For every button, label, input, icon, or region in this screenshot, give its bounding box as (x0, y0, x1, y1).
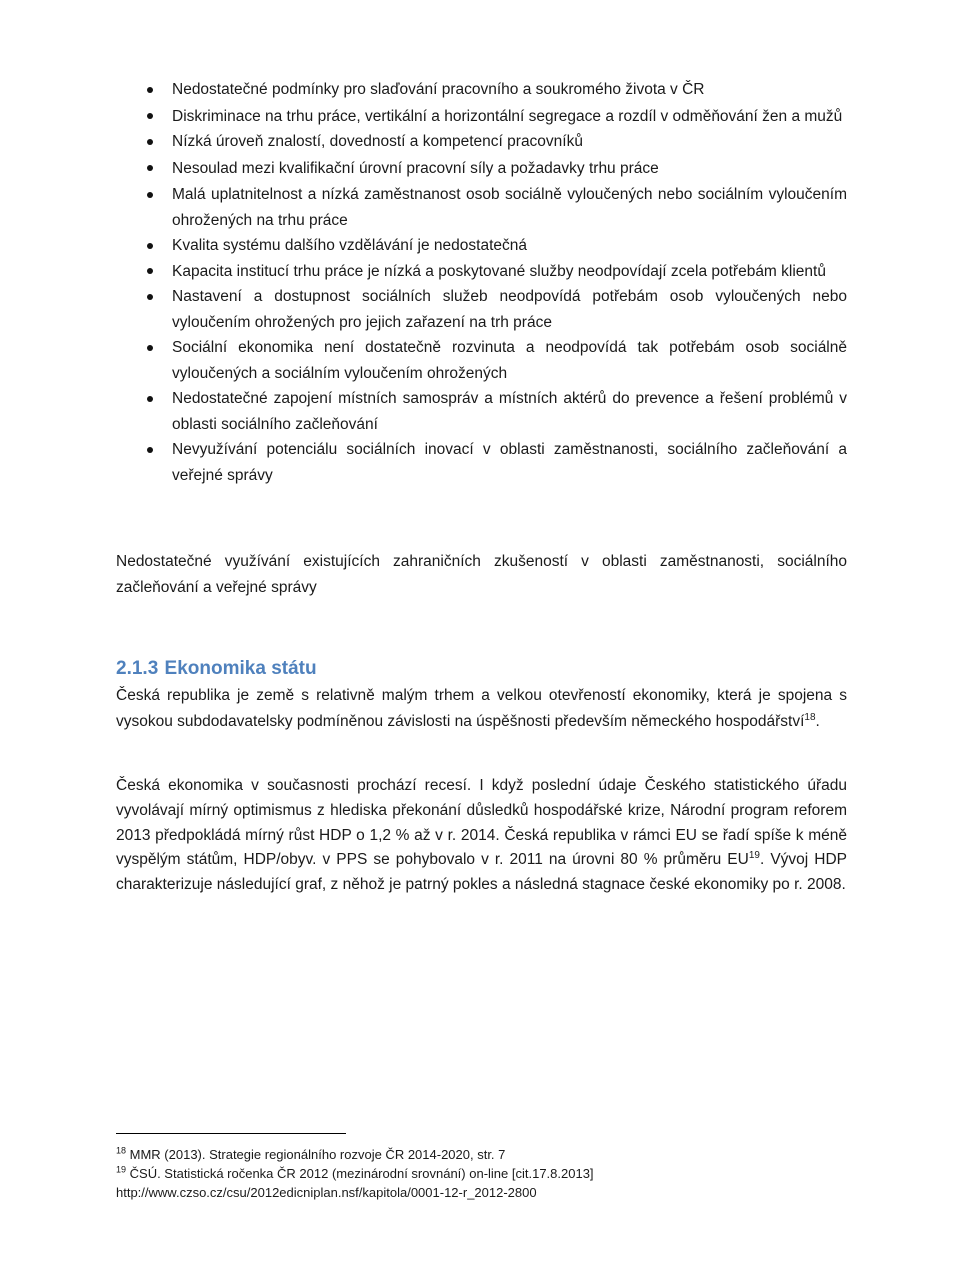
footnote (116, 1145, 847, 1164)
paragraph (116, 774, 847, 898)
section-title: Ekonomika státu (164, 658, 317, 679)
list-item: Nevyužívání potenciálu sociálních inovací v oblasti zaměstnanosti, sociálního začleňování a veřejné správy (172, 437, 847, 488)
list-item: Kapacita institucí trhu práce je nízká a poskytované služby neodpovídají zcela potřebám klientů (172, 259, 847, 285)
list-item: Diskriminace na trhu práce, vertikální a horizontální segregace a rozdíl v odměňování žen a mužů (172, 104, 847, 130)
paragraph-text: Česká republika je země s relativně malým trhem a velkou otevřeností ekonomiky, která je spojena s vysokou subdodavatelsky podmíněnou závislosti na úspěšnosti především německého hospodářství (116, 687, 847, 730)
paragraph-text: Česká ekonomika v současnosti prochází recesí. I když poslední údaje Českého statistického úřadu vyvolávají mírný optimismus z hlediska překonání důsledků hospodářské krize, Národní program reforem 2013 předpokládá mírný růst HDP o 1,2 % až v r. 2014. Česká republika v rámci EU se řadí spíše k méně vyspělým státům, HDP/obyv. v PPS se pohybovalo v r. 2011 na úrovni 80 % průměru EU (116, 777, 847, 869)
section-number: 2.1.3 (116, 658, 159, 679)
list-item: Nízká úroveň znalostí, dovedností a kompetencí pracovníků (172, 129, 847, 155)
footnote (116, 1164, 847, 1202)
paragraph-text: . Vývoj HDP charakterizuje následující graf, z něhož je patrný pokles a následná stagnace české ekonomiky po r. 2008. (116, 851, 847, 894)
paragraph-end: . (815, 712, 820, 730)
closing-paragraph: Nedostatečné využívání existujících zahraničních zkušeností v oblasti zaměstnanosti, sociálního začleňování a veřejné správy (116, 553, 847, 596)
section-heading (116, 656, 317, 682)
bullet-list (172, 77, 847, 488)
list-item: Nedostatečné podmínky pro slaďování pracovního a soukromého života v ČR (172, 77, 847, 103)
footnote-separator (116, 1133, 346, 1134)
footnote-link[interactable]: http://www.czso.cz/csu/2012edicniplan.nsf/kapitola/0001-12-r_2012-2800 (116, 1185, 537, 1200)
list-item: Nesoulad mezi kvalifikační úrovní pracovní síly a požadavky trhu práce (172, 156, 847, 182)
list-item: Nedostatečné zapojení místních samospráv a místních aktérů do prevence a řešení problémů v oblasti sociálního začleňování (172, 386, 847, 437)
list-item: Nastavení a dostupnost sociálních služeb neodpovídá potřebám osob vyloučených nebo vyloučením ohrožených pro jejich zařazení na trh práce (172, 284, 847, 335)
list-item: Sociální ekonomika není dostatečně rozvinuta a neodpovídá tak potřebám osob sociálně vyloučených a sociálním vyloučením ohrožených (172, 335, 847, 386)
footnote-ref[interactable]: 19 (748, 850, 760, 862)
paragraph (116, 683, 847, 734)
footnote-number: 18 (116, 1145, 127, 1156)
list-item: Malá uplatnitelnost a nízká zaměstnanost osob sociálně vyloučených nebo sociálním vyloučením ohrožených na trhu práce (172, 182, 847, 233)
footnote-ref[interactable]: 18 (804, 711, 816, 723)
footnote-text: ČSÚ. Statistická ročenka ČR 2012 (mezinárodní srovnání) on-line [cit.17.8.2013] (129, 1166, 594, 1181)
list-item: Kvalita systému dalšího vzdělávání je nedostatečná (172, 233, 847, 259)
footnote-number: 19 (116, 1164, 127, 1175)
footnote-text: MMR (2013). Strategie regionálního rozvoje ČR 2014-2020, str. 7 (129, 1147, 506, 1162)
